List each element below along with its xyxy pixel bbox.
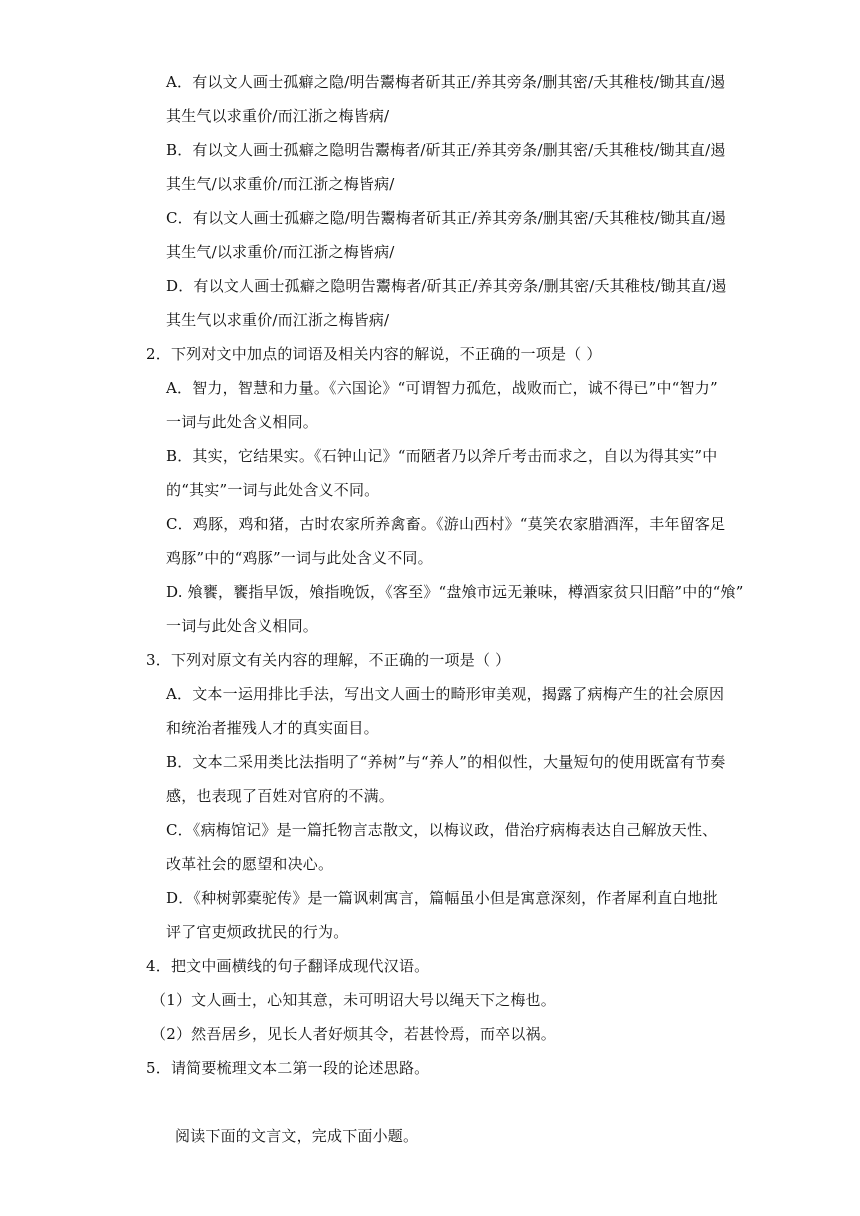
q3-stem: 3．下列对原文有关内容的理解，不正确的一项是（ ） <box>146 651 511 669</box>
q2-option-c-line1: C．鸡豚，鸡和猪，古时农家所养禽畜。《游山西村》“莫笑农家腊酒浑，丰年留客足 <box>166 515 726 533</box>
q2-option-b-line1: B．其实，它结果实。《石钟山记》“而陋者乃以斧斤考击而求之，自以为得其实”中 <box>166 447 718 465</box>
q1-option-d-line2: 其生气以求重价/而江浙之梅皆病/ <box>166 311 390 329</box>
q1-option-d-line1: D．有以文人画士孤癖之隐明告鬻梅者/斫其正/养其旁条/删其密/夭其稚枝/锄其直/遏 <box>166 277 727 295</box>
q3-option-d-line2: 评了官吏烦政扰民的行为。 <box>166 923 349 941</box>
q1-option-a-line1: A．有以文人画士孤癖之隐/明告鬻梅者斫其正/养其旁条/删其密/夭其稚枝/锄其直/遏 <box>166 73 726 91</box>
q2-option-d-line1: D. 飧饔，饔指早饭，飧指晚饭，《客至》“盘飧市远无兼味，樽酒家贫只旧醅”中的“飧” <box>166 583 744 601</box>
q1-option-b-line2: 其生气/以求重价/而江浙之梅皆病/ <box>166 175 395 193</box>
next-section-intro: 阅读下面的文言文，完成下面小题。 <box>175 1127 419 1145</box>
q4-sentence-1: （1）文人画士，心知其意，未可明诏大号以绳天下之梅也。 <box>151 991 556 1009</box>
q3-option-a-line2: 和统治者摧残人才的真实面目。 <box>166 719 379 737</box>
q2-stem: 2．下列对文中加点的词语及相关内容的解说，不正确的一项是（ ） <box>146 345 602 363</box>
q2-option-c-line2: 鸡豚”中的“鸡豚”一词与此处含义不同。 <box>166 549 433 567</box>
q3-option-d-line1: D．《种树郭橐驼传》是一篇讽刺寓言，篇幅虽小但是寓意深刻，作者犀利直白地批 <box>166 889 718 907</box>
q2-option-a-line2: 一词与此处含义相同。 <box>166 413 319 431</box>
q2-option-b-line2: 的“其实”一词与此处含义不同。 <box>166 481 380 499</box>
q5-stem: 5．请简要梳理文本二第一段的论述思路。 <box>146 1059 430 1077</box>
q1-option-c-line2: 其生气/以求重价/而江浙之梅皆病/ <box>166 243 395 261</box>
q2-option-d-line2: 一词与此处含义相同。 <box>166 617 319 635</box>
q3-option-b-line1: B．文本二采用类比法指明了“养树”与“养人”的相似性，大量短句的使用既富有节奏 <box>166 753 726 771</box>
q3-option-c-line2: 改革社会的愿望和决心。 <box>166 855 334 873</box>
q3-option-a-line1: A．文本一运用排比手法，写出文人画士的畸形审美观，揭露了病梅产生的社会原因 <box>166 685 725 703</box>
q4-sentence-2: （2）然吾居乡，见长人者好烦其令，若甚怜焉，而卒以祸。 <box>151 1025 556 1043</box>
q4-stem: 4．把文中画横线的句子翻译成现代汉语。 <box>146 957 430 975</box>
q3-option-b-line2: 感，也表现了百姓对官府的不满。 <box>166 787 395 805</box>
q1-option-b-line1: B．有以文人画士孤癖之隐明告鬻梅者/斫其正/养其旁条/删其密/夭其稚枝/锄其直/遏 <box>166 141 726 159</box>
q3-option-c-line1: C．《病梅馆记》是一篇托物言志散文，以梅议政，借治疗病梅表达自己解放天性、 <box>166 821 718 839</box>
q1-option-c-line1: C．有以文人画士孤癖之隐/明告鬻梅者斫其正/养其旁条/删其密/夭其稚枝/锄其直/遏 <box>166 209 727 227</box>
q1-option-a-line2: 其生气以求重价/而江浙之梅皆病/ <box>166 107 390 125</box>
q2-option-a-line1: A．智力，智慧和力量。《六国论》“可谓智力孤危，战败而亡，诚不得已”中“智力” <box>166 379 718 397</box>
